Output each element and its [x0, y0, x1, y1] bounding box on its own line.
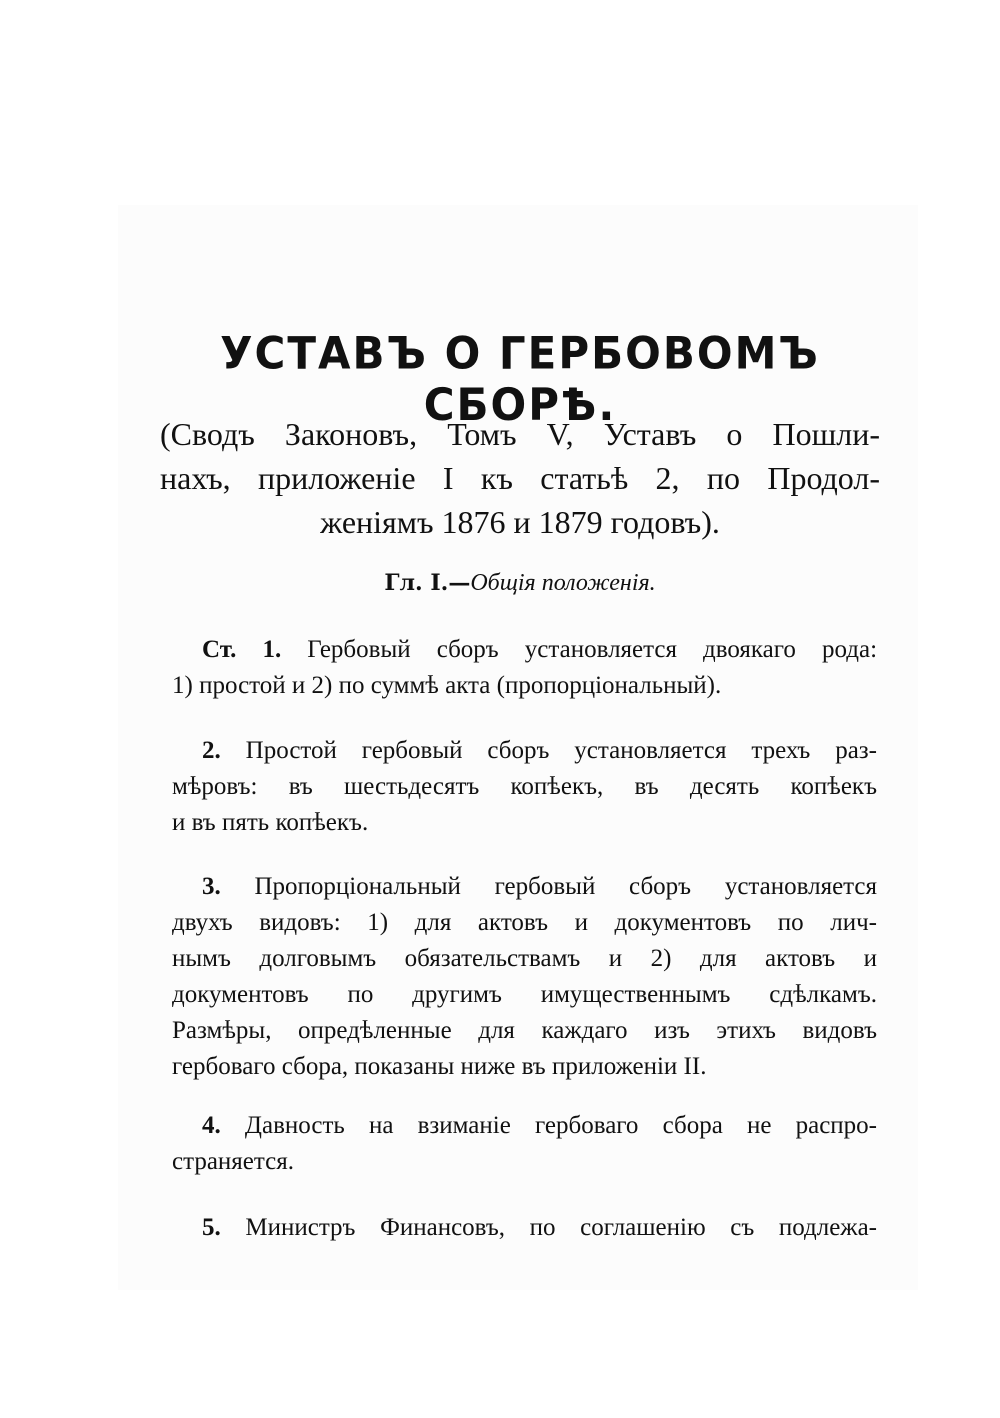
article-line: мѣровъ: въ шестьдесятъ копѣекъ, въ десять копѣекъ	[172, 773, 877, 800]
chapter-name: Общія положенія.	[470, 570, 656, 596]
article-number: 2.	[202, 737, 221, 764]
article-line: и въ пять копѣекъ.	[172, 809, 369, 836]
article-text: Министръ Финансовъ, по соглашенію съ подлежа-	[245, 1214, 877, 1241]
article-number: 5.	[202, 1214, 221, 1241]
article-text: Простой гербовый сборъ установляется трехъ раз-	[245, 737, 877, 764]
document-title: УСТАВЪ О ГЕРБОВОМЪ СБОРѢ.	[220, 327, 820, 431]
document-subtitle	[160, 412, 880, 544]
article-line: 1) простой и 2) по суммѣ акта (пропорціональный).	[172, 672, 722, 699]
article-number: Ст. 1.	[202, 636, 282, 663]
article-text: Гербовый сборъ установляется двоякаго рода:	[307, 636, 878, 663]
subtitle-line: нахъ, приложеніе I къ статьѣ 2, по Продол-	[160, 460, 880, 496]
article-line	[172, 632, 877, 668]
subtitle-line: (Сводъ Законовъ, Томъ V, Уставъ о Пошли-	[160, 416, 880, 452]
article-line: гербоваго сбора, показаны ниже въ приложеніи II.	[172, 1053, 707, 1080]
chapter-number: Гл. I.—	[384, 570, 471, 596]
article-3	[172, 869, 877, 1085]
article-line	[172, 1210, 877, 1246]
article-number: 3.	[202, 873, 221, 900]
article-5	[172, 1210, 877, 1246]
article-1	[172, 632, 877, 704]
article-text: Пропорціональный гербовый сборъ установляется	[254, 873, 878, 900]
subtitle-line: женіямъ 1876 и 1879 годовъ).	[320, 504, 720, 540]
article-line: Размѣры, опредѣленные для каждаго изъ этихъ видовъ	[172, 1017, 877, 1044]
article-text: Давность на взиманіе гербоваго сбора не распро-	[244, 1112, 878, 1139]
article-line: нымъ долговымъ обязательствамъ и 2) для актовъ и	[172, 945, 877, 972]
article-4	[172, 1108, 877, 1180]
article-line: документовъ по другимъ имущественнымъ сдѣлкамъ.	[172, 981, 877, 1008]
chapter-heading	[160, 570, 880, 597]
article-2	[172, 733, 877, 841]
article-line	[172, 869, 877, 905]
article-line	[172, 1108, 877, 1144]
article-line	[172, 733, 877, 769]
article-line: двухъ видовъ: 1) для актовъ и документовъ по лич-	[172, 909, 877, 936]
article-line: страняется.	[172, 1148, 294, 1175]
article-number: 4.	[202, 1112, 221, 1139]
